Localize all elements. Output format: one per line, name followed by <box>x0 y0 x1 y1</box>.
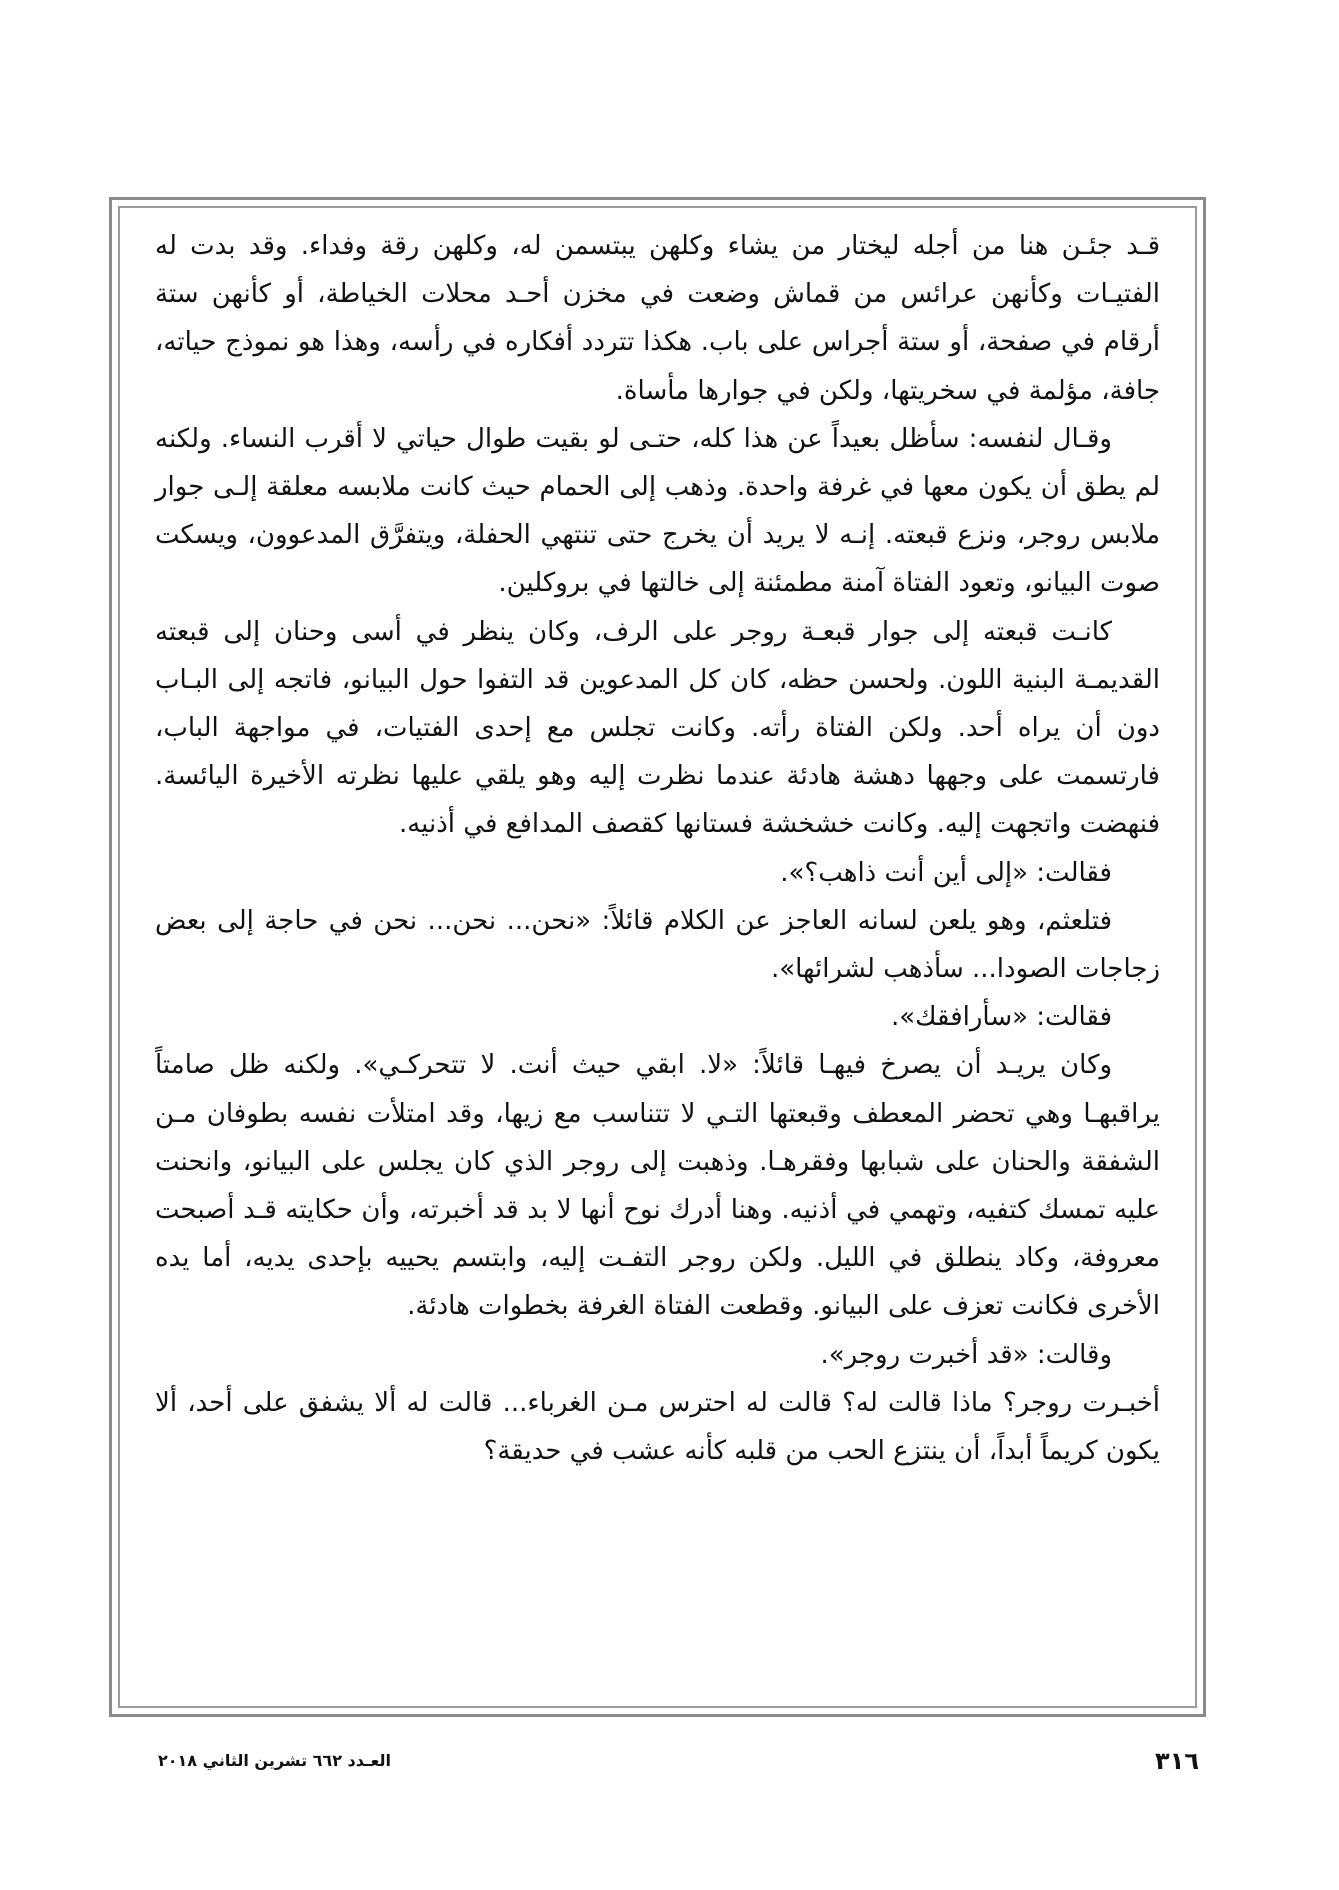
paragraph: وقالت: «قد أخبرت روجر». <box>820 1339 1112 1370</box>
paragraph: فقالت: «إلى أين أنت ذاهب؟». <box>780 857 1112 888</box>
paragraph: أخبـرت روجر؟ ماذا قالت له؟ قالت له احترس مـن الغرباء... قالت له ألا يشفق على أحد، ألا يكون كريماً أبداً، أن ينتزع الحب من قلبه كأنه عشب في حديقة؟ <box>155 1387 1160 1467</box>
paragraph: فقالت: «سأرافقك». <box>890 1002 1112 1033</box>
article-body <box>155 222 1160 1475</box>
issue-info: العـدد ٦٦٢ تشرين الثاني ٢٠١٨ <box>158 1751 391 1770</box>
page-number: ٣١٦ <box>1155 1747 1199 1775</box>
paragraph: فتلعثم، وهو يلعن لسانه العاجز عن الكلام قائلاً: «نحن... نحن... نحن في حاجة إلى بعض زجاجات الصودا... سأذهب لشرائها». <box>155 905 1160 985</box>
paragraph: وكان يريـد أن يصرخ فيهـا قائلاً: «لا. ابقي حيث أنت. لا تتحركـي». ولكنه ظل صامتاً يراقبهـا وهي تحضر المعطف وقبعتها التـي لا تتناسب مع زيها، وقد امتلأت نفسه بطوفان مـن الشفقة والحنان على شبابها وفقرهـا. وذهبت إلى روجر الذي كان يجلس على البيانو، وانحنت عليه تمسك كتفيه، وتهمي في أذنيه. وهنا أدرك نوح أنها لا بد قد أخبرته، وأن حكايته قـد أصبحت معروفة، وكاد ينطلق في الليل. ولكن روجر التفـت إليه، وابتسم يحييه بإحدى يديه، أما يده الأخرى فكانت تعزف على البيانو. وقطعت الفتاة الغرفة بخطوات هادئة. <box>155 1050 1160 1322</box>
paragraph: كانـت قبعته إلى جوار قبعـة روجر على الرف، وكان ينظر في أسى وحنان إلى قبعته القديمـة البنية اللون. ولحسن حظه، كان كل المدعوين قد التفوا حول البيانو، فاتجه إلى البـاب دون أن يراه أحد. ولكن الفتاة رأته. وكانت تجلس مع إحدى الفتيات، في مواجهة الباب، فارتسمت على وجهها دهشة هادئة عندما نظرت إليه وهو يلقي عليها نظرته الأخيرة اليائسة. فنهضت واتجهت إليه. وكانت خشخشة فستانها كقصف المدافع في أذنيه. <box>155 616 1160 840</box>
paragraph: قـد جئـن هنا من أجله ليختار من يشاء وكلهن يبتسمن له، وكلهن رقة وفداء. وقد بدت له الفتيـات وكأنهن عرائس من قماش وضعت في مخزن أحـد محلات الخياطة، أو كأنهن ستة أرقام في صفحة، أو ستة أجراس على باب. هكذا تتردد أفكاره في رأسه، وهذا هو نموذج حياته، جافة، مؤلمة في سخريتها، ولكن في جوارها مأساة. <box>155 231 1160 406</box>
paragraph: وقـال لنفسه: سأظل بعيداً عن هذا كله، حتـى لو بقيت طوال حياتي لا أقرب النساء. ولكنه لم يطق أن يكون معها في غرفة واحدة. وذهب إلى الحمام حيث كانت ملابسه معلقة إلـى جوار ملابس روجر، ونزع قبعته. إنـه لا يريد أن يخرج حتى تنتهي الحفلة، ويتفرَّق المدعوون، ويسكت صوت البيانو، وتعود الفتاة آمنة مطمئنة إلى خالتها في بروكلين. <box>155 423 1160 599</box>
